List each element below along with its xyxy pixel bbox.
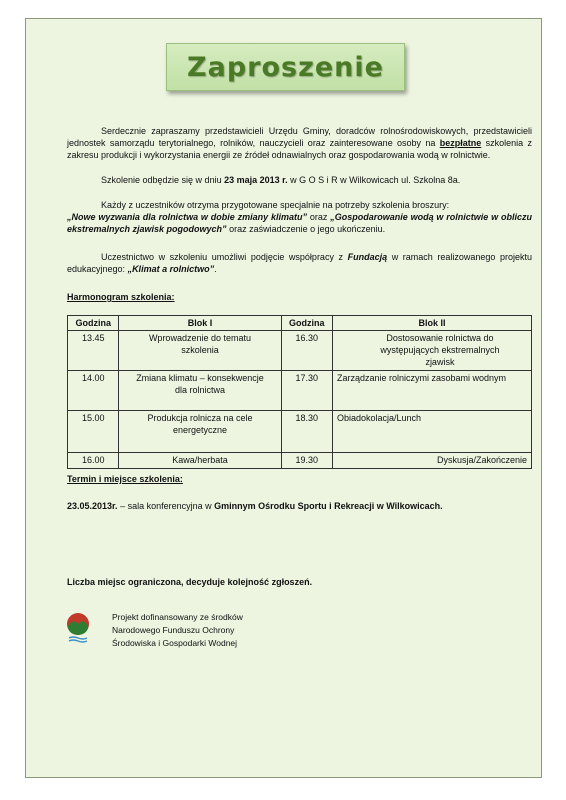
header-block-2: Blok II	[332, 316, 531, 331]
venue-date: 23.05.2013r.	[67, 501, 118, 511]
brochure-2: „Gospodarowanie wodą w rolnictwie w obliczu ekstremalnych zjawisk pogodowych”	[67, 212, 532, 235]
nfosigw-logo	[66, 612, 90, 644]
time-cell: 13.45	[68, 331, 119, 371]
funding-note: Projekt dofinansowany ze środków Narodowego Funduszu Ochrony Środowiska i Gospodarki Wodnej	[112, 612, 243, 648]
project-name: „Klimat a rolnictwo”	[127, 264, 215, 275]
block-2-cell: Dostosowanie rolnictwa do występujących ekstremalnych zjawisk	[332, 331, 531, 371]
page-title: Zaproszenie	[187, 51, 384, 83]
block-1-cell: Zmiana klimatu – konsekwencje dla rolnictwa	[119, 371, 281, 411]
free-label: bezpłatne	[439, 138, 482, 149]
venue-place: Gminnym Ośrodku Sportu i Rekreacji w Wilkowicach.	[214, 501, 443, 511]
table-row	[68, 331, 532, 371]
header-block-1: Blok I	[119, 316, 281, 331]
brochure-1: „Nowe wyzwania dla rolnictwa w dobie zmiany klimatu”	[67, 212, 307, 223]
block-2-cell: Obiadokolacja/Lunch	[332, 411, 531, 453]
training-date: 23 maja 2013 r.	[224, 175, 288, 185]
block-1-cell: Wprowadzenie do tematu szkolenia	[119, 331, 281, 371]
intro-paragraph: Serdecznie zapraszamy przedstawicieli Urzędu Gminy, doradców rolnośrodowiskowych, przedstawicieli jednostek samorządu terytorialnego, rolników, nauczycieli oraz zainteresowane osoby na bezpłatne szkolenia z zakresu produkcji i wykorzystania energii ze źródeł odnawialnych oraz gospodarowania wodą w rolnictwie.	[67, 126, 532, 161]
block-1-cell: Produkcja rolnicza na cele energetyczne	[119, 411, 281, 453]
venue-heading: Termin i miejsce szkolenia:	[67, 474, 183, 484]
block-2-cell: Zarządzanie rolniczymi zasobami wodnym	[332, 371, 531, 411]
time-cell: 14.00	[68, 371, 119, 411]
cooperation-paragraph: Uczestnictwo w szkoleniu umożliwi podjęcie współpracy z Fundacją w ramach realizowanego projektu edukacyjnego: „Klimat a rolnictwo”.	[67, 252, 532, 275]
schedule-table	[67, 315, 532, 469]
header-time-1: Godzina	[68, 316, 119, 331]
date-paragraph: Szkolenie odbędzie się w dniu 23 maja 2013 r. w G O S i R w Wilkowicach ul. Szkolna 8a.	[101, 175, 461, 185]
limit-note: Liczba miejsc ograniczona, decyduje kolejność zgłoszeń.	[67, 577, 313, 587]
block-1-cell: Kawa/herbata	[119, 453, 281, 469]
venue-line: 23.05.2013r. – sala konferencyjna w Gminnym Ośrodku Sportu i Rekreacji w Wilkowicach.	[67, 501, 443, 511]
table-row	[68, 371, 532, 411]
fundacja-label: Fundacją	[347, 252, 388, 262]
block-2-cell: Dyskusja/Zakończenie	[332, 453, 531, 469]
time-cell: 17.30	[281, 371, 332, 411]
table-row	[68, 411, 532, 453]
time-cell: 16.30	[281, 331, 332, 371]
table-header-row	[68, 316, 532, 331]
header-time-2: Godzina	[281, 316, 332, 331]
time-cell: 15.00	[68, 411, 119, 453]
schedule-heading: Harmonogram szkolenia:	[67, 292, 175, 302]
table-row	[68, 453, 532, 469]
time-cell: 16.00	[68, 453, 119, 469]
invitation-page	[25, 18, 542, 778]
time-cell: 19.30	[281, 453, 332, 469]
time-cell: 18.30	[281, 411, 332, 453]
title-banner	[166, 43, 405, 91]
brochures-paragraph: Każdy z uczestników otrzyma przygotowane specjalnie na potrzeby szkolenia broszury: „Nowe wyzwania dla rolnictwa w dobie zmiany klimatu” oraz „Gospodarowanie wodą w rolnictwie w obliczu ekstremalnych zjawisk pogodowych” oraz zaświadczenie o jego ukończeniu.	[67, 200, 532, 235]
